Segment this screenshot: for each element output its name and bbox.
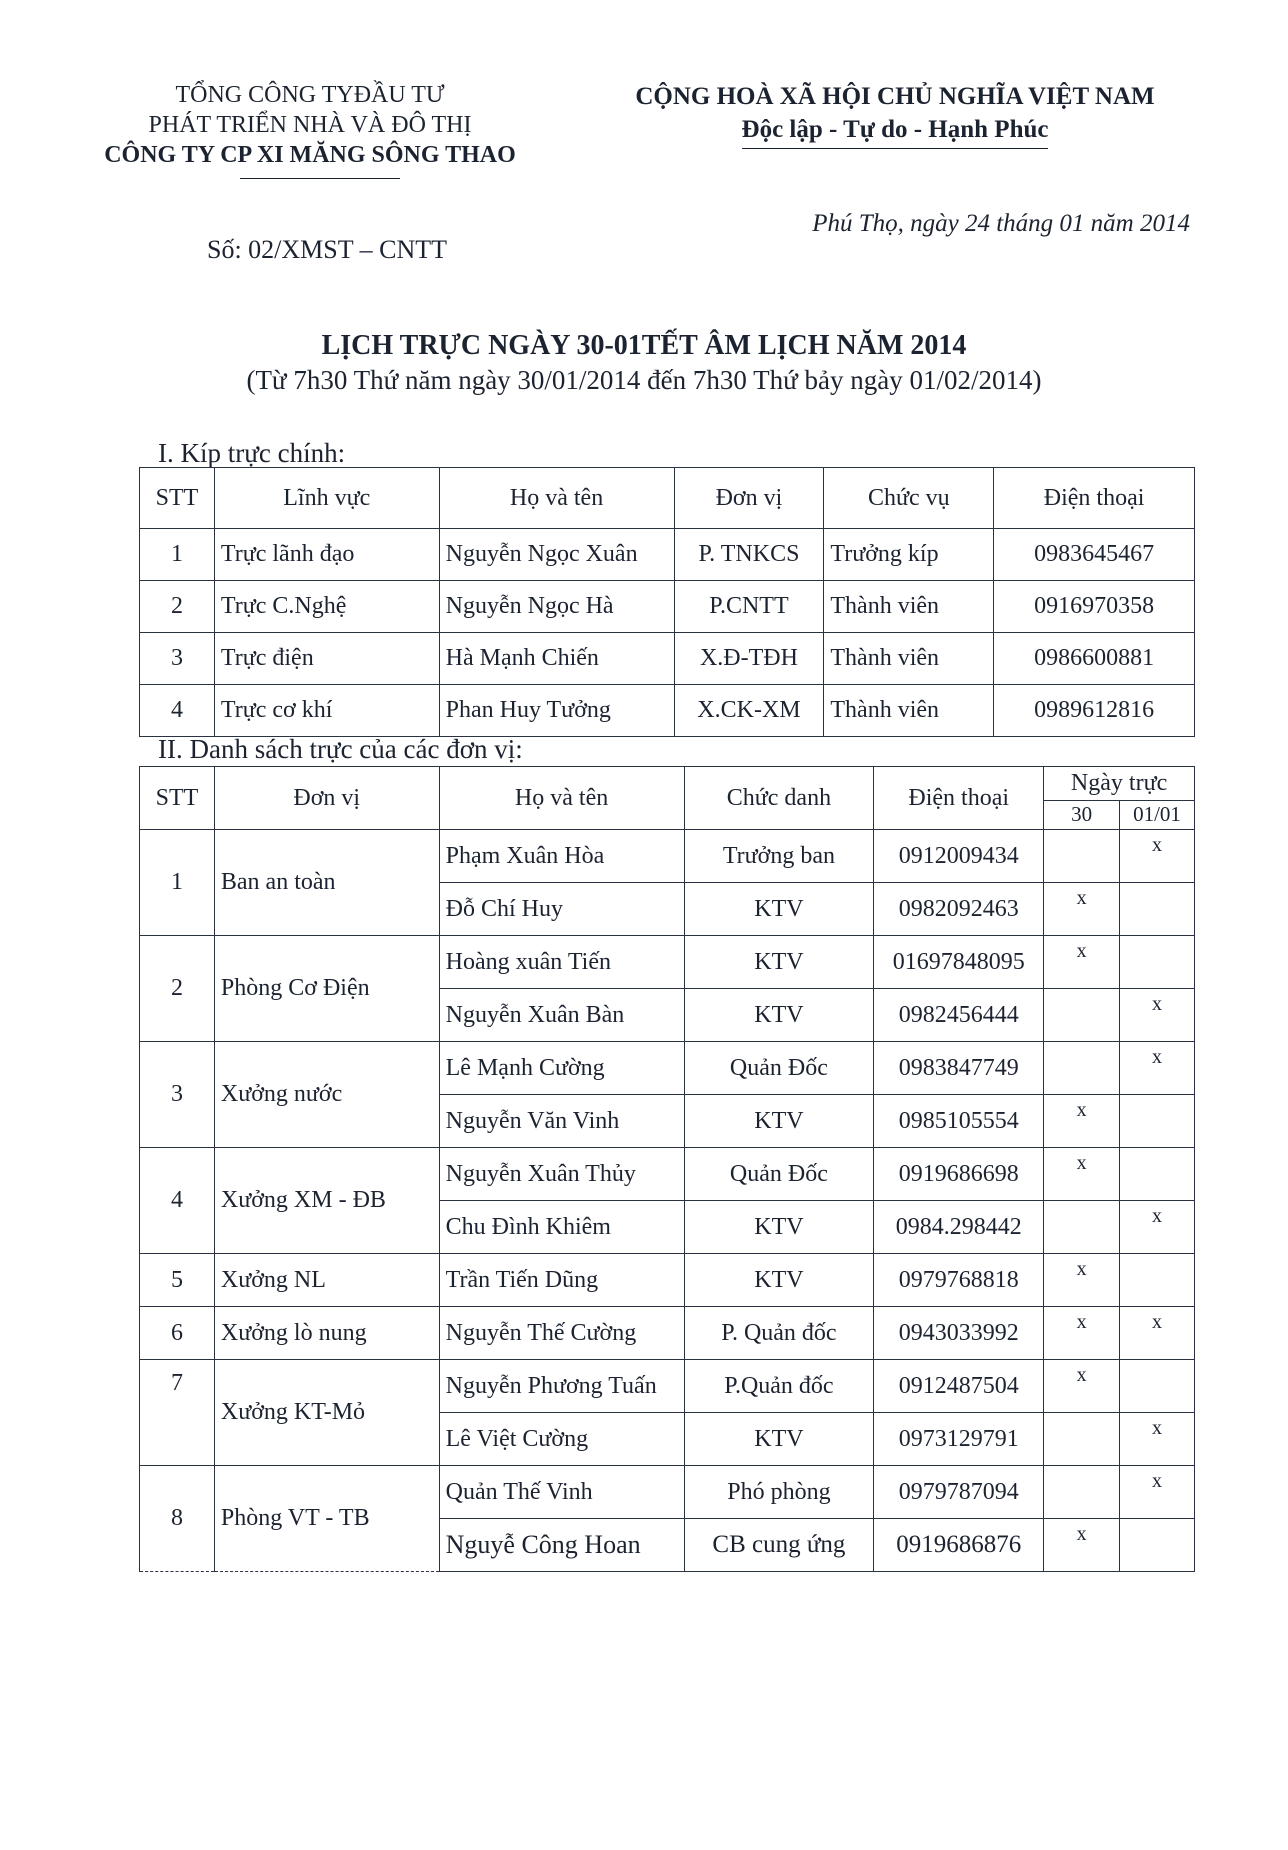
- table-row: [140, 581, 1195, 633]
- row-phone: 0985105554: [874, 1095, 1044, 1148]
- row-title: Phó phòng: [684, 1466, 874, 1519]
- row-unit: Ban an toàn: [214, 830, 439, 936]
- section-2-heading: II. Danh sách trực của các đơn vị:: [158, 734, 523, 764]
- row-mark-0101: x: [1119, 1466, 1194, 1519]
- row-name: Quản Thế Vinh: [439, 1466, 684, 1519]
- row-mark-30: [1044, 1042, 1120, 1095]
- row-title: KTV: [684, 989, 874, 1042]
- col-header-name: Họ và tên: [439, 767, 684, 830]
- row-phone: 0919686876: [874, 1519, 1044, 1572]
- col-header-phone: Điện thoại: [994, 468, 1195, 529]
- table-row: [140, 830, 1195, 883]
- row-position: Trưởng kíp: [824, 529, 994, 581]
- row-phone: 01697848095: [874, 936, 1044, 989]
- nation-line-1: CỘNG HOÀ XÃ HỘI CHỦ NGHĨA VIỆT NAM: [635, 83, 1155, 110]
- row-field: Trực C.Nghệ: [214, 581, 439, 633]
- document-subtitle: (Từ 7h30 Thứ năm ngày 30/01/2014 đến 7h30 Thứ bảy ngày 01/02/2014): [246, 365, 1042, 395]
- row-mark-30: x: [1044, 1254, 1120, 1307]
- row-title: KTV: [684, 1095, 874, 1148]
- row-title: CB cung ứng: [684, 1519, 874, 1572]
- row-phone: 0984.298442: [874, 1201, 1044, 1254]
- table-row: [140, 1307, 1195, 1360]
- col-header-phone: Điện thoại: [874, 767, 1044, 830]
- row-name: Nguyễ Công Hoan: [439, 1519, 684, 1572]
- row-mark-30: [1044, 1413, 1120, 1466]
- unit-duty-table: [139, 766, 1195, 1572]
- row-phone: 0979787094: [874, 1466, 1044, 1519]
- row-field: Trực lãnh đạo: [214, 529, 439, 581]
- row-unit: X.Đ-TĐH: [674, 633, 824, 685]
- row-mark-0101: [1119, 1519, 1194, 1572]
- row-name: Nguyễn Xuân Bàn: [439, 989, 684, 1042]
- row-unit: X.CK-XM: [674, 685, 824, 737]
- row-mark-30: x: [1044, 883, 1120, 936]
- col-header-title: Chức danh: [684, 767, 874, 830]
- date-line: Phú Thọ, ngày 24 tháng 01 năm 2014: [812, 210, 1190, 237]
- col-header-name: Họ và tên: [439, 468, 674, 529]
- row-mark-30: x: [1044, 936, 1120, 989]
- row-stt: 8: [140, 1466, 215, 1572]
- row-mark-0101: x: [1119, 1042, 1194, 1095]
- document-title: LỊCH TRỰC NGÀY 30-01TẾT ÂM LỊCH NĂM 2014: [321, 330, 967, 361]
- row-field: Trực cơ khí: [214, 685, 439, 737]
- table-row: [140, 529, 1195, 581]
- org-line-2: PHÁT TRIỂN NHÀ VÀ ĐÔ THỊ: [148, 112, 472, 138]
- row-phone: 0983847749: [874, 1042, 1044, 1095]
- col-header-duty-day: Ngày trực: [1044, 767, 1195, 801]
- row-mark-30: x: [1044, 1095, 1120, 1148]
- row-title: KTV: [684, 936, 874, 989]
- row-position: Thành viên: [824, 633, 994, 685]
- section-1-heading: I. Kíp trực chính:: [158, 438, 346, 468]
- table-row: [140, 1042, 1195, 1095]
- row-title: Quản Đốc: [684, 1042, 874, 1095]
- row-stt: 4: [140, 685, 215, 737]
- row-name: Nguyễn Ngọc Xuân: [439, 529, 674, 581]
- col-header-stt: STT: [140, 767, 215, 830]
- row-unit: Xưởng lò nung: [214, 1307, 439, 1360]
- row-name: Nguyễn Ngọc Hà: [439, 581, 674, 633]
- row-stt: 3: [140, 633, 215, 685]
- row-phone: 0943033992: [874, 1307, 1044, 1360]
- row-mark-0101: x: [1119, 1307, 1194, 1360]
- table-row: [140, 1148, 1195, 1201]
- org-underline: [240, 178, 400, 179]
- nation-motto: Độc lập - Tự do - Hạnh Phúc: [742, 113, 1049, 149]
- row-title: KTV: [684, 1413, 874, 1466]
- row-phone: 0989612816: [994, 685, 1195, 737]
- row-mark-30: [1044, 1466, 1120, 1519]
- row-mark-30: [1044, 1201, 1120, 1254]
- row-title: Quản Đốc: [684, 1148, 874, 1201]
- row-mark-30: [1044, 830, 1120, 883]
- row-phone: 0979768818: [874, 1254, 1044, 1307]
- row-stt: 4: [140, 1148, 215, 1254]
- row-phone: 0916970358: [994, 581, 1195, 633]
- row-phone: 0986600881: [994, 633, 1195, 685]
- row-stt: 7: [140, 1360, 215, 1466]
- row-name: Phạm Xuân Hòa: [439, 830, 684, 883]
- row-name: Hà Mạnh Chiến: [439, 633, 674, 685]
- table-row: [140, 633, 1195, 685]
- row-title: KTV: [684, 1254, 874, 1307]
- row-mark-30: x: [1044, 1360, 1120, 1413]
- row-stt: 2: [140, 936, 215, 1042]
- row-position: Thành viên: [824, 581, 994, 633]
- row-name: Nguyễn Phương Tuấn: [439, 1360, 684, 1413]
- row-unit: Xưởng XM - ĐB: [214, 1148, 439, 1254]
- row-unit: Phòng Cơ Điện: [214, 936, 439, 1042]
- row-phone: 0912009434: [874, 830, 1044, 883]
- row-stt: 2: [140, 581, 215, 633]
- row-stt: 3: [140, 1042, 215, 1148]
- row-position: Thành viên: [824, 685, 994, 737]
- row-mark-0101: [1119, 1254, 1194, 1307]
- row-mark-0101: [1119, 936, 1194, 989]
- col-header-day-0101: 01/01: [1119, 800, 1194, 829]
- row-name: Trần Tiến Dũng: [439, 1254, 684, 1307]
- row-title: KTV: [684, 1201, 874, 1254]
- table-header-row: [140, 767, 1195, 801]
- row-name: Phan Huy Tưởng: [439, 685, 674, 737]
- row-unit: Phòng VT - TB: [214, 1466, 439, 1572]
- row-mark-0101: [1119, 1148, 1194, 1201]
- table-row: [140, 1360, 1195, 1413]
- row-unit: Xưởng KT-Mỏ: [214, 1360, 439, 1466]
- row-phone: 0983645467: [994, 529, 1195, 581]
- col-header-day-30: 30: [1044, 800, 1120, 829]
- table-row: [140, 1254, 1195, 1307]
- row-phone: 0973129791: [874, 1413, 1044, 1466]
- row-name: Đỗ Chí Huy: [439, 883, 684, 936]
- row-unit: P.CNTT: [674, 581, 824, 633]
- row-mark-0101: x: [1119, 830, 1194, 883]
- col-header-field: Lĩnh vực: [214, 468, 439, 529]
- row-title: P. Quản đốc: [684, 1307, 874, 1360]
- row-name: Lê Việt Cường: [439, 1413, 684, 1466]
- row-name: Hoàng xuân Tiến: [439, 936, 684, 989]
- row-name: Nguyễn Văn Vinh: [439, 1095, 684, 1148]
- row-stt: 1: [140, 529, 215, 581]
- row-mark-0101: x: [1119, 989, 1194, 1042]
- row-mark-30: x: [1044, 1148, 1120, 1201]
- col-header-unit: Đơn vị: [214, 767, 439, 830]
- row-stt: 1: [140, 830, 215, 936]
- row-mark-0101: [1119, 1095, 1194, 1148]
- row-phone: 0982092463: [874, 883, 1044, 936]
- row-title: KTV: [684, 883, 874, 936]
- national-header: [600, 80, 1190, 149]
- row-name: Chu Đình Khiêm: [439, 1201, 684, 1254]
- row-title: P.Quản đốc: [684, 1360, 874, 1413]
- row-unit: P. TNKCS: [674, 529, 824, 581]
- row-mark-0101: x: [1119, 1413, 1194, 1466]
- row-name: Nguyễn Xuân Thủy: [439, 1148, 684, 1201]
- document-number: Số: 02/XMST – CNTT: [207, 235, 448, 264]
- row-mark-0101: [1119, 883, 1194, 936]
- table-row: [140, 685, 1195, 737]
- row-field: Trực điện: [214, 633, 439, 685]
- row-mark-30: x: [1044, 1519, 1120, 1572]
- col-header-unit: Đơn vị: [674, 468, 824, 529]
- organization-header: [100, 80, 520, 170]
- org-line-1: TỔNG CÔNG TYĐẦU TƯ: [175, 82, 445, 108]
- row-unit: Xưởng nước: [214, 1042, 439, 1148]
- row-mark-30: [1044, 989, 1120, 1042]
- row-phone: 0912487504: [874, 1360, 1044, 1413]
- row-stt: 6: [140, 1307, 215, 1360]
- table-header-row: [140, 468, 1195, 529]
- row-mark-0101: [1119, 1360, 1194, 1413]
- table-row: [140, 936, 1195, 989]
- row-unit: Xưởng NL: [214, 1254, 439, 1307]
- org-line-3: CÔNG TY CP XI MĂNG SÔNG THAO: [104, 142, 516, 168]
- row-phone: 0919686698: [874, 1148, 1044, 1201]
- main-duty-table: [139, 467, 1195, 737]
- row-mark-0101: x: [1119, 1201, 1194, 1254]
- row-phone: 0982456444: [874, 989, 1044, 1042]
- row-title: Trưởng ban: [684, 830, 874, 883]
- row-name: Nguyễn Thế Cường: [439, 1307, 684, 1360]
- col-header-stt: STT: [140, 468, 215, 529]
- row-mark-30: x: [1044, 1307, 1120, 1360]
- row-stt: 5: [140, 1254, 215, 1307]
- table-row: [140, 1466, 1195, 1519]
- col-header-position: Chức vụ: [824, 468, 994, 529]
- row-name: Lê Mạnh Cường: [439, 1042, 684, 1095]
